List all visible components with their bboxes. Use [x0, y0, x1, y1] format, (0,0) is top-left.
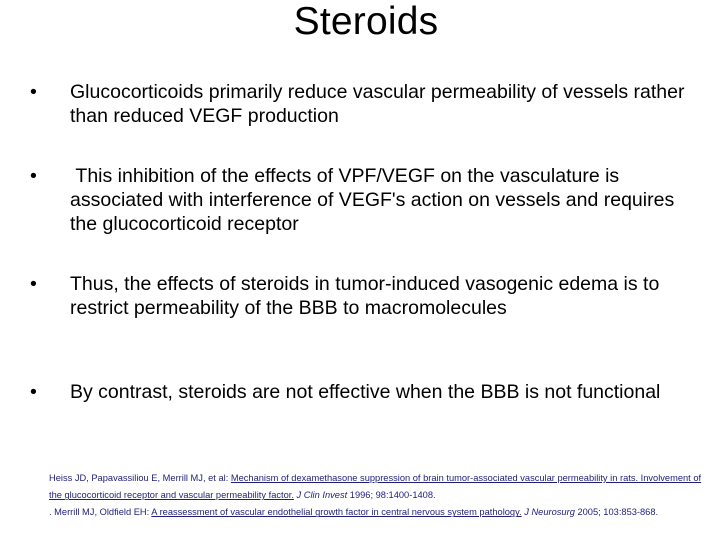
bullet-text: Thus, the effects of steroids in tumor-induced vasogenic edema is to restrict permeability of the BBB to macromolecules	[70, 273, 660, 319]
bullet-dot-icon: •	[30, 273, 37, 295]
bullet-text: By contrast, steroids are not effective when the BBB is not functional	[70, 381, 661, 403]
bullet-text: This inhibition of the effects of VPF/VEGF on the vasculature is associated with interference of VEGF's action on vessels and requires the glucocorticoid receptor	[70, 165, 680, 235]
reference-title-link[interactable]: Mechanism of dexamethasone suppression of brain tumor-associated vascular permeability in rats. Involvement of the glucocorticoid receptor and vascular permeability factor.	[49, 473, 702, 501]
bullet-item	[30, 272, 690, 320]
reference-citation: 2005; 103:853-868.	[574, 507, 659, 518]
slide-title: Steroids	[293, 0, 439, 43]
reference-authors: Heiss JD, Papavassiliou E, Merrill MJ, et al:	[49, 473, 231, 483]
reference-authors: . Merrill MJ, Oldfield EH:	[49, 507, 152, 518]
bullet-dot-icon: •	[30, 81, 37, 103]
bullet-item	[30, 380, 690, 404]
bullet-item	[30, 164, 690, 236]
reference-title-link[interactable]: A reassessment of vascular endothelial growth factor in central nervous system pathology.	[151, 507, 522, 518]
reference-citation: 1996; 98:1400-1408.	[347, 490, 436, 501]
bullet-text: Glucocorticoids primarily reduce vascular permeability of vessels rather than reduced VEGF production	[70, 81, 685, 127]
reference-journal: J Neurosurg	[524, 507, 575, 518]
bullet-dot-icon: •	[30, 381, 37, 403]
bullet-dot-icon: •	[30, 165, 37, 187]
references	[49, 470, 709, 522]
reference-journal: J Clin Invest	[296, 490, 348, 501]
bullet-item	[30, 80, 690, 128]
